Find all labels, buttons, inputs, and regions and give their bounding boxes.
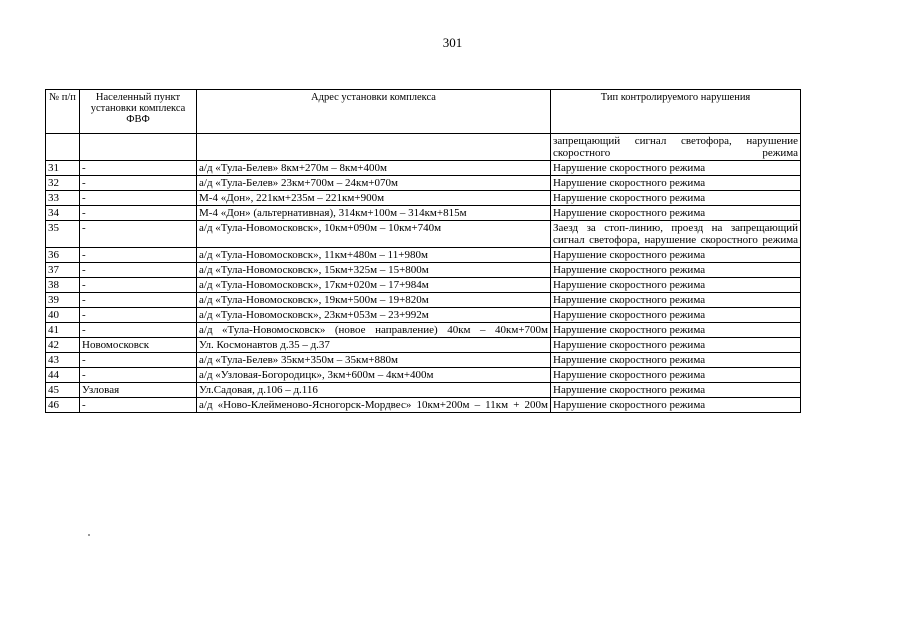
row-violation: Нарушение скоростного режима [551, 161, 801, 176]
row-violation: Нарушение скоростного режима [551, 263, 801, 278]
page-number: 301 [442, 35, 463, 50]
row-number: 42 [46, 338, 80, 353]
row-violation: Нарушение скоростного режима [551, 353, 801, 368]
table-header-row [46, 90, 801, 134]
row-place: Новомосковск [80, 338, 197, 353]
row-number: 39 [46, 293, 80, 308]
continuation-violation: запрещающий сигнал светофора, нарушение скоростного режима [551, 134, 801, 161]
row-number: 43 [46, 353, 80, 368]
row-place: - [80, 176, 197, 191]
row-place: - [80, 368, 197, 383]
continuation-place [80, 134, 197, 161]
row-violation: Нарушение скоростного режима [551, 338, 801, 353]
row-violation: Нарушение скоростного режима [551, 398, 801, 413]
table-row [46, 263, 801, 278]
row-violation: Нарушение скоростного режима [551, 206, 801, 221]
row-number: 41 [46, 323, 80, 338]
cameras-table [45, 89, 801, 413]
row-place: - [80, 323, 197, 338]
row-address: а/д «Ново-Клейменово-Ясногорск-Мордвес» 10км+200м – 11км + 200м [197, 398, 551, 413]
header-violation: Тип контролируемого нарушения [551, 90, 801, 134]
scan-speck [88, 534, 90, 536]
table-row [46, 191, 801, 206]
row-violation: Нарушение скоростного режима [551, 383, 801, 398]
row-address: а/д «Узловая-Богородицк», 3км+600м – 4км+400м [197, 368, 551, 383]
row-place: - [80, 161, 197, 176]
row-address: а/д «Тула-Новомосковск», 17км+020м – 17+984м [197, 278, 551, 293]
row-violation: Нарушение скоростного режима [551, 278, 801, 293]
row-number: 45 [46, 383, 80, 398]
row-address: а/д «Тула-Белев» 35км+350м – 35км+880м [197, 353, 551, 368]
continuation-row [46, 134, 801, 161]
row-number: 40 [46, 308, 80, 323]
row-address: а/д «Тула-Новомосковск», 19км+500м – 19+820м [197, 293, 551, 308]
row-number: 37 [46, 263, 80, 278]
row-address: а/д «Тула-Новомосковск» (новое направление) 40км – 40км+700м [197, 323, 551, 338]
table-row [46, 278, 801, 293]
row-place: - [80, 221, 197, 248]
table-row [46, 161, 801, 176]
table-row [46, 221, 801, 248]
row-number: 46 [46, 398, 80, 413]
row-number: 44 [46, 368, 80, 383]
table-row [46, 398, 801, 413]
row-violation: Нарушение скоростного режима [551, 368, 801, 383]
continuation-number [46, 134, 80, 161]
row-number: 33 [46, 191, 80, 206]
row-address: а/д «Тула-Белев» 23км+700м – 24км+070м [197, 176, 551, 191]
row-violation: Нарушение скоростного режима [551, 323, 801, 338]
row-place: - [80, 293, 197, 308]
row-address: а/д «Тула-Белев» 8км+270м – 8км+400м [197, 161, 551, 176]
row-violation: Заезд за стоп-линию, проезд на запрещающий сигнал светофора, нарушение скоростного режима [551, 221, 801, 248]
header-address: Адрес установки комплекса [197, 90, 551, 134]
table-row [46, 176, 801, 191]
row-place: - [80, 263, 197, 278]
continuation-address [197, 134, 551, 161]
row-number: 31 [46, 161, 80, 176]
row-violation: Нарушение скоростного режима [551, 176, 801, 191]
row-number: 34 [46, 206, 80, 221]
row-place: - [80, 353, 197, 368]
row-violation: Нарушение скоростного режима [551, 308, 801, 323]
row-address: М-4 «Дон» (альтернативная), 314км+100м – 314км+815м [197, 206, 551, 221]
row-address: а/д «Тула-Новомосковск», 11км+480м – 11+980м [197, 248, 551, 263]
table-row [46, 338, 801, 353]
header-place: Населенный пункт установки комплекса ФВФ [80, 90, 197, 134]
row-address: а/д «Тула-Новомосковск», 10км+090м – 10км+740м [197, 221, 551, 248]
row-violation: Нарушение скоростного режима [551, 248, 801, 263]
table-row [46, 293, 801, 308]
row-number: 32 [46, 176, 80, 191]
row-address: Ул.Садовая, д.106 – д.116 [197, 383, 551, 398]
row-number: 38 [46, 278, 80, 293]
row-number: 35 [46, 221, 80, 248]
row-place: Узловая [80, 383, 197, 398]
row-violation: Нарушение скоростного режима [551, 293, 801, 308]
table-row [46, 353, 801, 368]
row-place: - [80, 206, 197, 221]
row-address: М-4 «Дон», 221км+235м – 221км+900м [197, 191, 551, 206]
row-address: а/д «Тула-Новомосковск», 15км+325м – 15+800м [197, 263, 551, 278]
table-row [46, 368, 801, 383]
row-place: - [80, 248, 197, 263]
header-number: № п/п [46, 90, 80, 134]
row-address: Ул. Космонавтов д.35 – д.37 [197, 338, 551, 353]
row-place: - [80, 398, 197, 413]
row-violation: Нарушение скоростного режима [551, 191, 801, 206]
row-place: - [80, 191, 197, 206]
table-row [46, 323, 801, 338]
table-body [46, 134, 801, 413]
table-row [46, 308, 801, 323]
table-row [46, 383, 801, 398]
row-place: - [80, 308, 197, 323]
table-row [46, 206, 801, 221]
table-row [46, 248, 801, 263]
row-place: - [80, 278, 197, 293]
row-number: 36 [46, 248, 80, 263]
row-address: а/д «Тула-Новомосковск», 23км+053м – 23+992м [197, 308, 551, 323]
